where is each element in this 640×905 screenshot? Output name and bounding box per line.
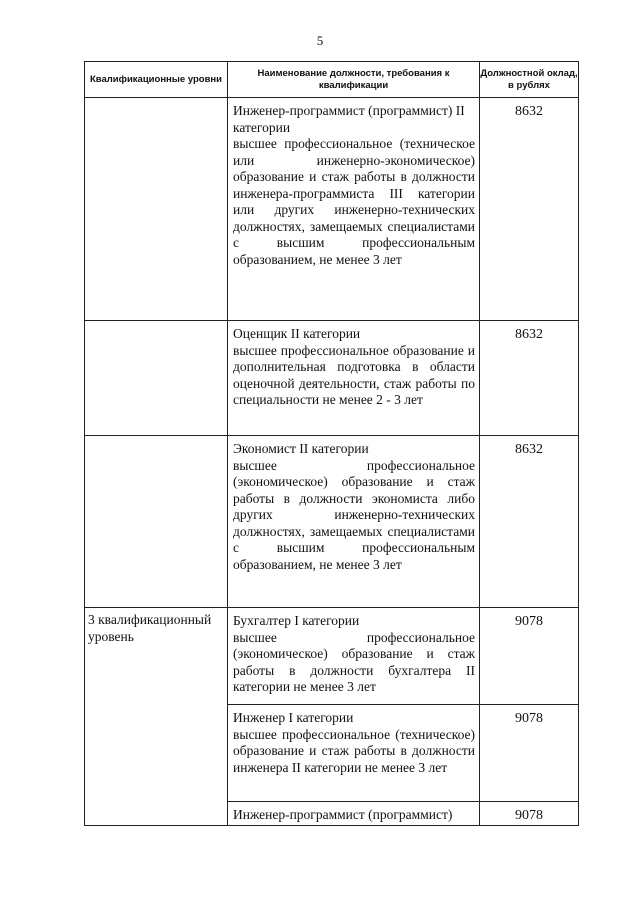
- position-cell: [228, 98, 480, 321]
- position-requirements: высшее профессиональное (техническое или инженерно-экономическое) образование и стаж работы в должности инженера-программиста III категории или других инженерно-технических должностях, замещаемых специалистами с высшим профессиональным образованием, не менее 3 лет: [233, 136, 475, 267]
- table-row: [85, 436, 579, 608]
- position-cell: [228, 705, 480, 802]
- table-row: [85, 321, 579, 436]
- position-title: Инженер-программист (программист): [233, 807, 453, 822]
- table-row: [85, 608, 579, 705]
- position-title: Оценщик II категории: [233, 326, 361, 341]
- position-cell: [228, 608, 480, 705]
- qualification-table: [84, 61, 579, 826]
- salary-cell: 9078: [480, 608, 579, 705]
- position-requirements: высшее профессиональное (экономическое) образование и стаж работы в должности бухгалтера II категории не менее 3 лет: [233, 629, 475, 694]
- header-salary: Должностной оклад, в рублях: [480, 62, 579, 98]
- salary-cell: 9078: [480, 802, 579, 826]
- level-cell: 3 квалификационный уровень: [85, 608, 228, 826]
- position-cell: [228, 802, 480, 826]
- level-cell: [85, 321, 228, 436]
- position-cell: [228, 436, 480, 608]
- position-cell: [228, 321, 480, 436]
- level-cell: [85, 98, 228, 321]
- position-requirements: высшее профессиональное (экономическое) образование и стаж работы в должности экономиста либо других инженерно-технических должностях, замещаемых специалистами с высшим профессиональным образованием, не менее 3 лет: [233, 457, 475, 572]
- header-position: Наименование должности, требования к квалификации: [228, 62, 480, 98]
- page-number: 5: [316, 33, 324, 48]
- salary-cell: 8632: [480, 98, 579, 321]
- position-title: Экономист II категории: [233, 441, 369, 456]
- salary-cell: 9078: [480, 705, 579, 802]
- position-title: Инженер-программист (программист) II категории: [233, 103, 465, 135]
- position-requirements: высшее профессиональное образование и дополнительная подготовка в области оценочной деятельности, стаж работы по специальности не менее 2 - 3 лет: [233, 342, 475, 407]
- position-title: Бухгалтер I категории: [233, 613, 360, 628]
- level-cell: [85, 436, 228, 608]
- position-title: Инженер I категории: [233, 710, 354, 725]
- header-level: Квалификационные уровни: [85, 62, 228, 98]
- table-header-row: [85, 62, 579, 98]
- salary-cell: 8632: [480, 436, 579, 608]
- table-row: [85, 98, 579, 321]
- position-requirements: высшее профессиональное (техническое) образование и стаж работы в должности инженера II категории не менее 3 лет: [233, 726, 475, 775]
- salary-cell: 8632: [480, 321, 579, 436]
